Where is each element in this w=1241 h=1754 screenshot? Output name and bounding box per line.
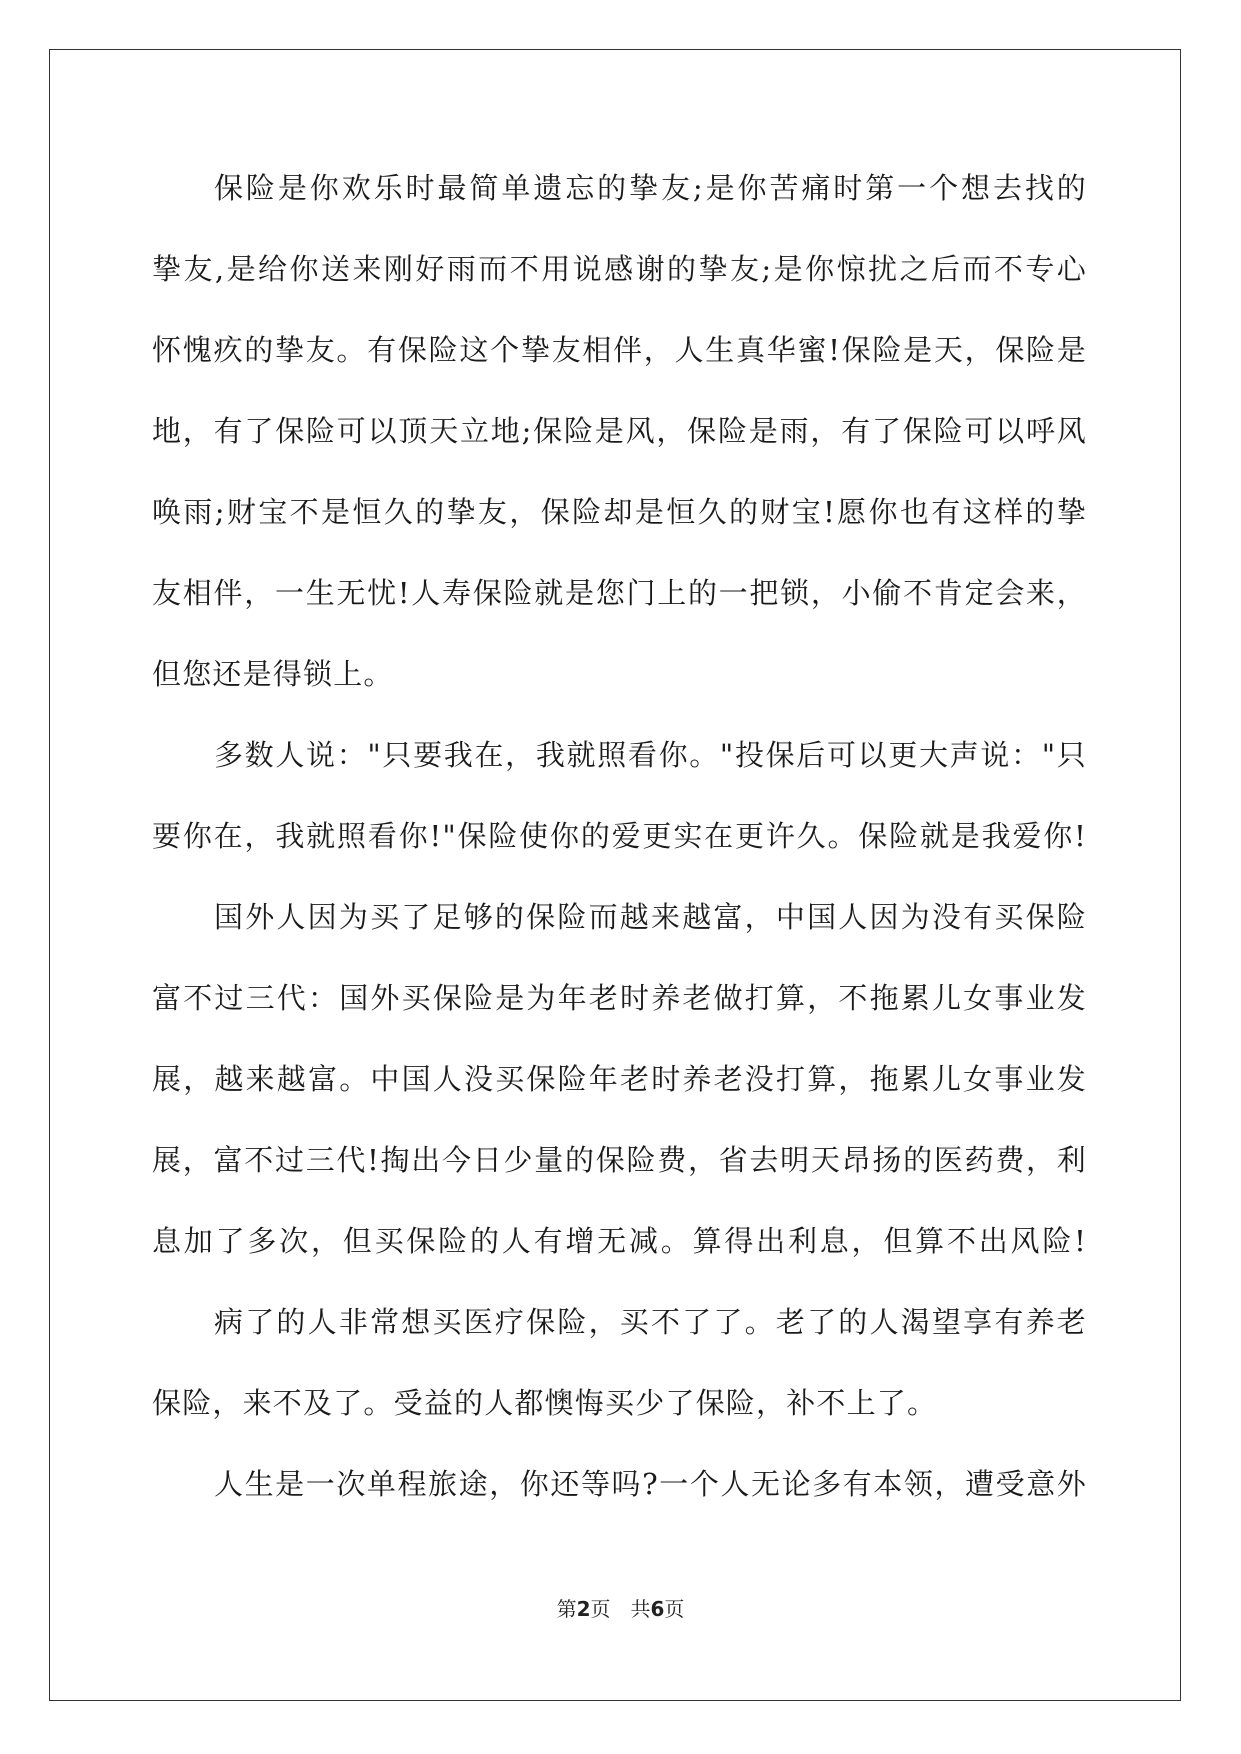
footer-current-page: 2 (576, 1597, 591, 1621)
paragraph-2-line-2: 要你在，我就照看你!"保险使你的爱更实在更许久。保险就是我爱你! (152, 819, 1087, 853)
paragraph-3-line-4: 展，富不过三代!掏出今日少量的保险费，省去明天昂扬的医药费，利 (152, 1143, 1087, 1177)
paragraph-1-line-7: 但您还是得锁上。 (152, 657, 394, 691)
paragraph-1-line-4: 地，有了保险可以顶天立地;保险是风，保险是雨，有了保险可以呼风 (152, 414, 1087, 448)
paragraph-4-line-2: 保险，来不及了。受益的人都懊悔买少了保险，补不上了。 (152, 1386, 938, 1420)
paragraph-3-line-3: 展，越来越富。中国人没买保险年老时养老没打算，拖累儿女事业发 (152, 1062, 1087, 1096)
footer-prefix: 第 (556, 1597, 577, 1621)
paragraph-3-line-2: 富不过三代：国外买保险是为年老时养老做打算，不拖累儿女事业发 (152, 981, 1087, 1015)
paragraph-4-line-1: 病了的人非常想买医疗保险，买不了了。老了的人渴望享有养老 (214, 1305, 1087, 1339)
paragraph-3-line-1: 国外人因为买了足够的保险而越来越富，中国人因为没有买保险 (214, 900, 1087, 934)
page-footer (0, 1593, 1241, 1622)
paragraph-1-line-1: 保险是你欢乐时最简单遗忘的挚友;是你苦痛时第一个想去找的 (214, 171, 1087, 205)
paragraph-1-line-6: 友相伴，一生无忧!人寿保险就是您门上的一把锁，小偷不肯定会来， (152, 576, 1087, 610)
paragraph-1-line-5: 唤雨;财宝不是恒久的挚友，保险却是恒久的财宝!愿你也有这样的挚 (152, 495, 1087, 529)
footer-middle: 页 共 (590, 1597, 651, 1621)
document-body (152, 148, 1087, 1525)
paragraph-5-line-1: 人生是一次单程旅途，你还等吗?一个人无论多有本领，遭受意外 (214, 1467, 1087, 1501)
paragraph-1-line-3: 怀愧疚的挚友。有保险这个挚友相伴，人生真华蜜!保险是天，保险是 (152, 333, 1087, 367)
paragraph-1-line-2: 挚友,是给你送来刚好雨而不用说感谢的挚友;是你惊扰之后而不专心 (152, 252, 1087, 286)
footer-total-pages: 6 (650, 1597, 665, 1621)
footer-suffix: 页 (664, 1597, 685, 1621)
paragraph-2-line-1: 多数人说："只要我在，我就照看你。"投保后可以更大声说："只 (214, 738, 1087, 772)
paragraph-3-line-5: 息加了多次，但买保险的人有增无减。算得出利息，但算不出风险! (152, 1224, 1087, 1258)
